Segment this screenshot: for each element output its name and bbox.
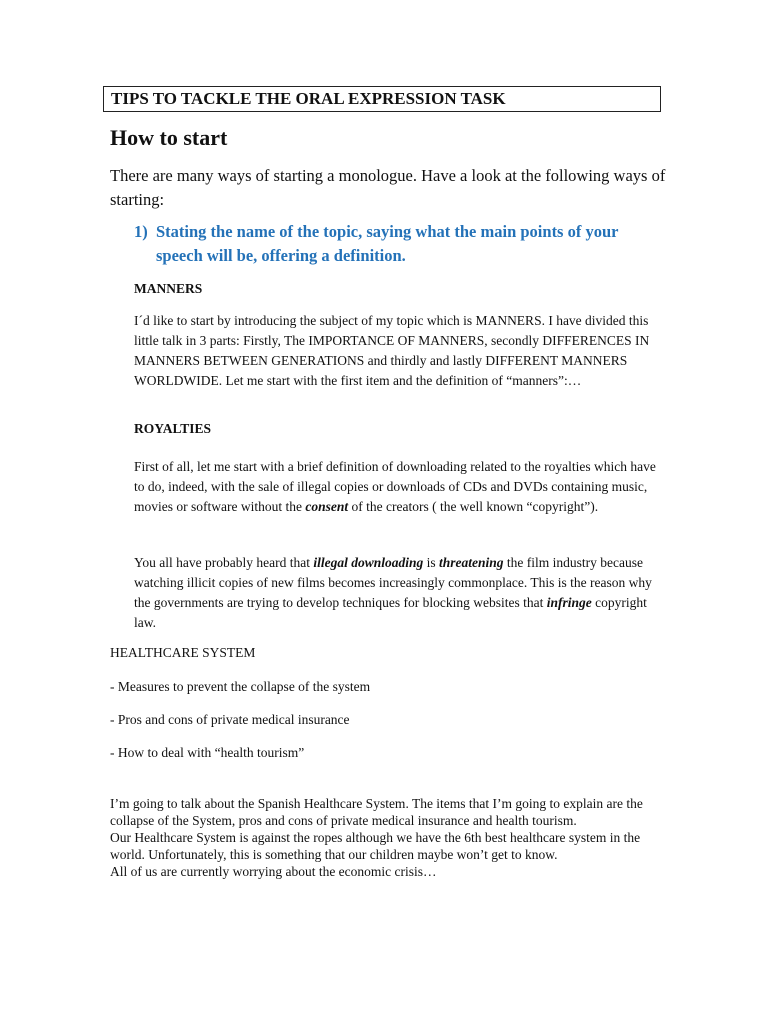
healthcare-bullet: - Pros and cons of private medical insurance	[110, 712, 350, 727]
intro-paragraph: There are many ways of starting a monologue. Have a look at the following ways of starting:	[110, 166, 666, 209]
healthcare-bullet: - How to deal with “health tourism”	[110, 745, 305, 760]
item-number: 1)	[134, 222, 148, 241]
emphasis-consent: consent	[305, 499, 349, 514]
healthcare-paragraph: I’m going to talk about the Spanish Healthcare System. The items that I’m going to explain are the collapse of the System, pros and cons of private medical insurance and health tourism.	[110, 796, 643, 828]
item-text: Stating the name of the topic, saying what the main points of your speech will be, offering a definition.	[156, 222, 619, 265]
healthcare-paragraph: All of us are currently worrying about the economic crisis…	[110, 864, 437, 879]
healthcare-text	[110, 795, 670, 880]
emphasis-threatening: threatening	[439, 555, 504, 570]
emphasis-infringe: infringe	[546, 595, 592, 610]
manners-heading: MANNERS	[134, 281, 203, 296]
royalties-paragraph-2: You all have probably heard that illegal downloading is threatening the film industry because watching illicit copies of new films becomes increasingly commonplace. This is the reason why the governments are trying to develop techniques for blocking websites that infringe copyright law.	[134, 555, 652, 630]
numbered-item-1	[134, 220, 654, 268]
healthcare-paragraph: Our Healthcare System is against the ropes although we have the 6th best healthcare system in the world. Unfortunately, this is something that our children maybe won’t get to know.	[110, 830, 641, 862]
royalties-heading: ROYALTIES	[134, 421, 212, 436]
royalties-paragraph-1: First of all, let me start with a brief definition of downloading related to the royalties which have to do, indeed, with the sale of illegal copies or downloads of CDs and DVDs containing music, movies or software without the consent of the creators ( the well known “copyright”).	[134, 459, 656, 514]
title-box: TIPS TO TACKLE THE ORAL EXPRESSION TASK	[103, 86, 661, 112]
healthcare-bullet: - Measures to prevent the collapse of the system	[110, 679, 371, 694]
manners-paragraph: I´d like to start by introducing the subject of my topic which is MANNERS. I have divided this little talk in 3 parts: Firstly, The IMPORTANCE OF MANNERS, secondly DIFFERENCES IN MANNERS BETWEEN GENERATIONS and thirdly and lastly DIFFERENT MANNERS WORLDWIDE. Let me start with the first item and the definition of “manners”:…	[134, 313, 650, 388]
section-heading: How to start	[110, 125, 228, 150]
emphasis-illegal-downloading: illegal downloading	[313, 555, 424, 570]
healthcare-heading: HEALTHCARE SYSTEM	[110, 645, 256, 660]
